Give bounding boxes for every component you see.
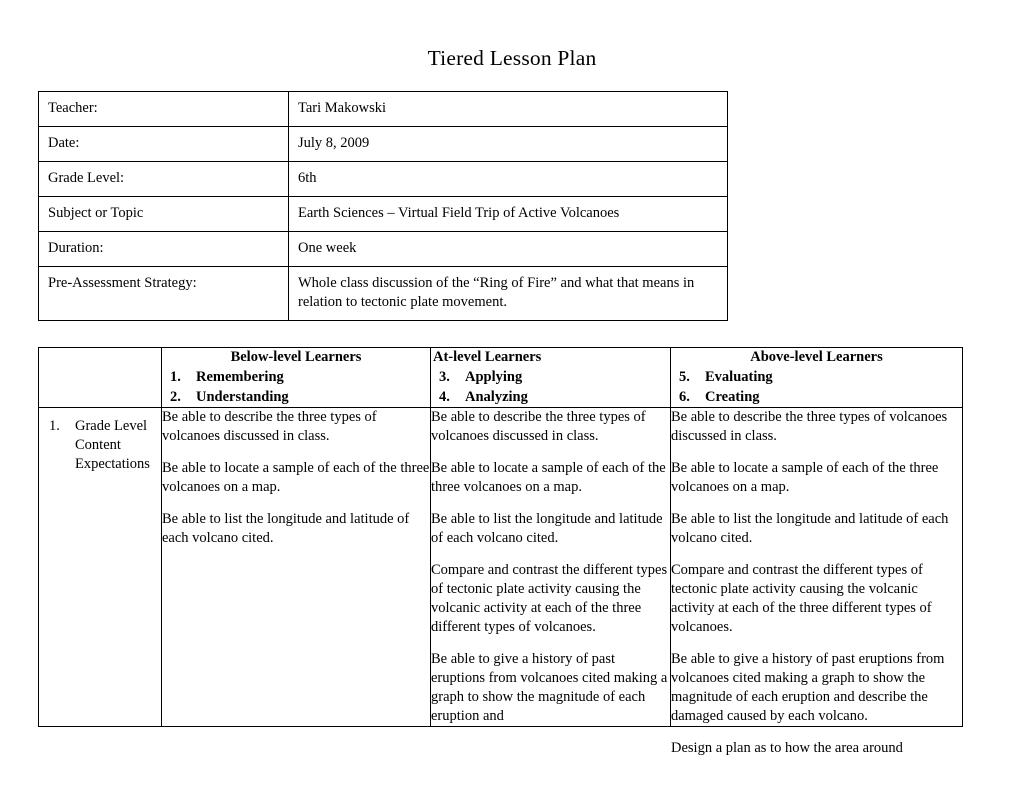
above-level-title: Above-level Learners xyxy=(750,349,883,365)
table-row xyxy=(39,197,728,232)
at-level-paragraph: Be able to list the longitude and latitude of each volcano cited. xyxy=(431,511,663,546)
list-number: 2. xyxy=(170,389,181,405)
info-value-subject: Earth Sciences – Virtual Field Trip of Active Volcanoes xyxy=(289,197,728,232)
info-value-grade-level: 6th xyxy=(289,162,728,197)
below-level-item-2 xyxy=(162,388,430,407)
grade-level-content-expectations xyxy=(45,417,155,474)
tier-header-above-level xyxy=(671,348,963,408)
info-label-pre-assessment: Pre-Assessment Strategy: xyxy=(39,267,289,321)
table-row xyxy=(39,162,728,197)
below-level-content-cell xyxy=(162,408,431,727)
tier-header-corner xyxy=(39,348,162,408)
at-level-paragraph: Be able to locate a sample of each of the three volcanoes on a map. xyxy=(431,460,666,495)
list-label: Remembering xyxy=(196,369,284,385)
list-number: 3. xyxy=(439,369,450,385)
list-label: Grade Level Content Expectations xyxy=(75,418,150,472)
info-label-grade-level: Grade Level: xyxy=(39,162,289,197)
tier-header-below-level xyxy=(162,348,431,408)
above-level-paragraph: Be able to describe the three types of volcanoes discussed in class. xyxy=(671,409,948,444)
info-label-subject: Subject or Topic xyxy=(39,197,289,232)
at-level-content-cell xyxy=(431,408,671,727)
list-label: Applying xyxy=(465,369,523,385)
table-row xyxy=(39,267,728,321)
above-level-item-1 xyxy=(671,368,962,387)
at-level-paragraph: Be able to describe the three types of volcanoes discussed in class. xyxy=(431,409,646,444)
info-label-teacher: Teacher: xyxy=(39,92,289,127)
table-row xyxy=(39,232,728,267)
list-number: 6. xyxy=(679,389,690,405)
above-level-paragraph: Design a plan as to how the area around xyxy=(671,740,903,756)
at-level-paragraph: Compare and contrast the different types of tectonic plate activity causing the volcanic activity at each of the three different types of volcanoes. xyxy=(431,562,668,635)
row-label-cell xyxy=(39,408,162,727)
info-label-duration: Duration: xyxy=(39,232,289,267)
below-level-paragraph: Be able to describe the three types of volcanoes discussed in class. xyxy=(162,409,377,444)
tiered-levels-table xyxy=(38,347,963,756)
page-title: Tiered Lesson Plan xyxy=(427,46,597,70)
below-level-title: Below-level Learners xyxy=(230,349,362,365)
info-label-date: Date: xyxy=(39,127,289,162)
above-level-paragraph: Compare and contrast the different types of tectonic plate activity causing the volcanic activity at each of the three different types of volcanoes. xyxy=(671,562,932,635)
tier-header-at-level xyxy=(431,348,671,408)
at-level-item-1 xyxy=(431,368,670,387)
list-label: Evaluating xyxy=(705,369,773,385)
table-header-row xyxy=(39,348,963,408)
below-level-item-1 xyxy=(162,368,430,387)
below-level-paragraph: Be able to list the longitude and latitude of each volcano cited. xyxy=(162,511,410,546)
list-number: 1. xyxy=(170,369,181,385)
above-level-item-2 xyxy=(671,388,962,407)
above-level-content-cell xyxy=(671,408,963,756)
info-value-teacher: Tari Makowski xyxy=(289,92,728,127)
info-value-date: July 8, 2009 xyxy=(289,127,728,162)
info-value-pre-assessment: Whole class discussion of the “Ring of Fire” and what that means in relation to tectonic plate movement. xyxy=(289,267,728,321)
above-level-paragraph: Be able to locate a sample of each of the three volcanoes on a map. xyxy=(671,460,939,495)
list-number: 4. xyxy=(439,389,450,405)
list-label: Creating xyxy=(705,389,760,405)
list-number: 1. xyxy=(49,418,60,434)
table-row xyxy=(39,408,963,727)
table-row xyxy=(39,127,728,162)
at-level-title: At-level Learners xyxy=(433,349,542,365)
list-number: 5. xyxy=(679,369,690,385)
above-level-paragraph: Be able to give a history of past eruptions from volcanoes cited making a graph to show the magnitude of each eruption and describe the damaged caused by each volcano. xyxy=(671,651,945,724)
lesson-info-table xyxy=(38,91,728,321)
at-level-item-2 xyxy=(431,388,670,407)
list-label: Analyzing xyxy=(465,389,528,405)
info-value-duration: One week xyxy=(289,232,728,267)
list-label: Understanding xyxy=(196,389,289,405)
at-level-paragraph: Be able to give a history of past eruptions from volcanoes cited making a graph to show the magnitude of each eruption and xyxy=(431,651,668,724)
above-level-paragraph: Be able to list the longitude and latitude of each volcano cited. xyxy=(671,511,949,546)
table-row xyxy=(39,92,728,127)
below-level-paragraph: Be able to locate a sample of each of the three volcanoes on a map. xyxy=(162,460,430,495)
